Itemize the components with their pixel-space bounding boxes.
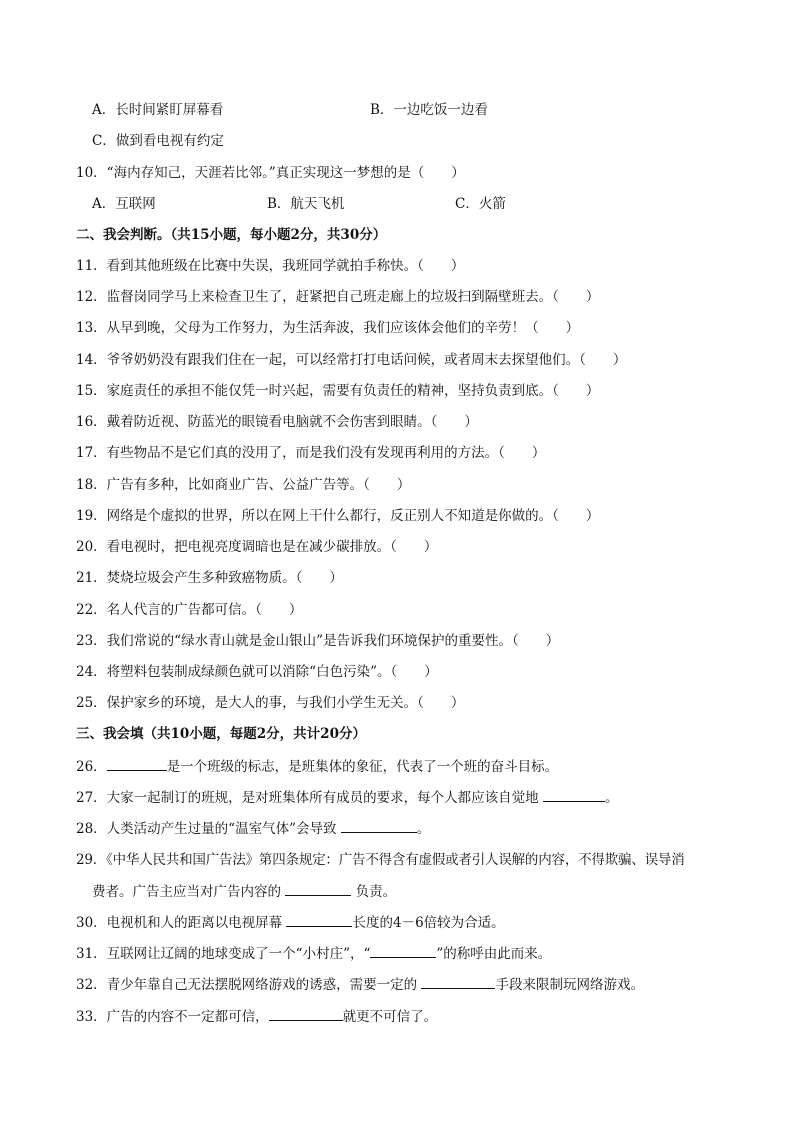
question-33 (76, 1006, 754, 1027)
question-31-text: 31．互联网让辽阔的地球变成了一个“小村庄”，“ (76, 946, 371, 962)
question-14: 14．爷爷奶奶没有跟我们住在一起，可以经常打打电话问候，或者周末去探望他们。（ ） (76, 352, 627, 368)
answer-blank-33[interactable] (269, 1006, 343, 1021)
question-30-end: 长度的4－6倍较为合适。 (352, 915, 505, 931)
question-11: 11．看到其他班级在比赛中失误，我班同学就拍手称快。（ ） (76, 258, 465, 274)
question-23: 23．我们常说的“绿水青山就是金山银山”是告诉我们环境保护的重要性。（ ） (76, 633, 560, 649)
question-13: 13．从早到晚，父母为工作努力，为生活奔波，我们应该体会他们的辛劳！（ ） (76, 320, 580, 336)
question-27-end: 。 (604, 790, 619, 806)
question-26-text: 是一个班级的标志，是班集体的象征，代表了一个班的奋斗目标。 (166, 759, 559, 775)
question-24: 24．将塑料包装制成绿颜色就可以消除“白色污染”。（ ） (76, 664, 438, 680)
answer-blank-26[interactable] (107, 756, 167, 771)
question-27 (76, 787, 754, 808)
answer-blank-32[interactable] (421, 974, 495, 989)
question-30 (76, 912, 754, 933)
q9-option-a: A．长时间紧盯屏幕看 (92, 102, 224, 118)
answer-blank-27[interactable] (543, 787, 605, 802)
question-31 (76, 943, 754, 964)
question-15: 15．家庭责任的承担不能仅凭一时兴起，需要有负责任的精神，坚持负责到底。（ ） (76, 383, 600, 399)
question-29-text: 费者。广告主应当对广告内容的 (92, 884, 281, 900)
question-31-end: ”的称呼由此而来。 (436, 946, 552, 962)
q10-option-b: B．航天飞机 (267, 196, 345, 212)
question-32-text: 32．青少年靠自己无法摆脱网络游戏的诱惑，需要一定的 (76, 977, 418, 993)
question-33-text: 33．广告的内容不一定都可信， (76, 1009, 269, 1025)
question-21: 21．焚烧垃圾会产生多种致癌物质。（ ） (76, 570, 343, 586)
answer-blank-29[interactable] (285, 881, 351, 896)
q10-option-a: A．互联网 (92, 196, 156, 212)
q10-option-c: C．火箭 (455, 196, 506, 212)
question-33-end: 就更不可信了。 (342, 1009, 438, 1025)
question-32 (76, 974, 754, 995)
answer-blank-30[interactable] (286, 912, 352, 927)
q9-option-c: C．做到看电视有约定 (92, 133, 224, 149)
question-12: 12．监督岗同学马上来检查卫生了，赶紧把自己班走廊上的垃圾扫到隔壁班去。（ ） (76, 289, 600, 305)
question-20: 20．看电视时，把电视亮度调暗也是在减少碳排放。（ ） (76, 539, 438, 555)
question-29-line-1: 29．《中华人民共和国广告法》第四条规定：广告不得含有虚假或者引人误解的内容，不得欺骗、误导消 (76, 852, 685, 868)
question-32-end: 手段来限制玩网络游戏。 (495, 977, 644, 993)
answer-blank-28[interactable] (341, 818, 417, 833)
question-29-end: 负责。 (355, 884, 397, 900)
question-16: 16．戴着防近视、防蓝光的眼镜看电脑就不会伤害到眼睛。（ ） (76, 414, 478, 430)
question-25: 25．保护家乡的环境，是大人的事，与我们小学生无关。（ ） (76, 695, 465, 711)
question-22: 22．名人代言的广告都可信。（ ） (76, 602, 303, 618)
q9-option-b: B．一边吃饭一边看 (370, 102, 488, 118)
question-27-text: 27．大家一起制订的班规，是对班集体所有成员的要求，每个人都应该自觉地 (76, 790, 539, 806)
answer-blank-31[interactable] (370, 943, 436, 958)
question-30-text: 30．电视机和人的距离以电视屏幕 (76, 915, 283, 931)
question-17: 17．有些物品不是它们真的没用了，而是我们没有发现再利用的方法。（ ） (76, 445, 546, 461)
section-3-heading: 三、我会填（共10小题，每题2分，共计20分） (76, 726, 366, 742)
question-29-line-2 (92, 881, 754, 902)
question-28-text: 28．人类活动产生过量的“温室气体”会导致 (76, 821, 337, 837)
question-10-stem: 10．“海内存知己，天涯若比邻。”真正实现这一梦想的是（ ） (76, 165, 465, 181)
question-26-number: 26． (76, 759, 107, 775)
question-26 (76, 756, 754, 777)
question-28-end: 。 (416, 821, 431, 837)
section-2-heading: 二、我会判断。（共15小题，每小题2分，共30分） (76, 227, 387, 243)
question-28 (76, 818, 754, 839)
question-18: 18．广告有多种，比如商业广告、公益广告等。（ ） (76, 477, 411, 493)
question-19: 19．网络是个虚拟的世界，所以在网上干什么都行，反正别人不知道是你做的。（ ） (76, 508, 600, 524)
